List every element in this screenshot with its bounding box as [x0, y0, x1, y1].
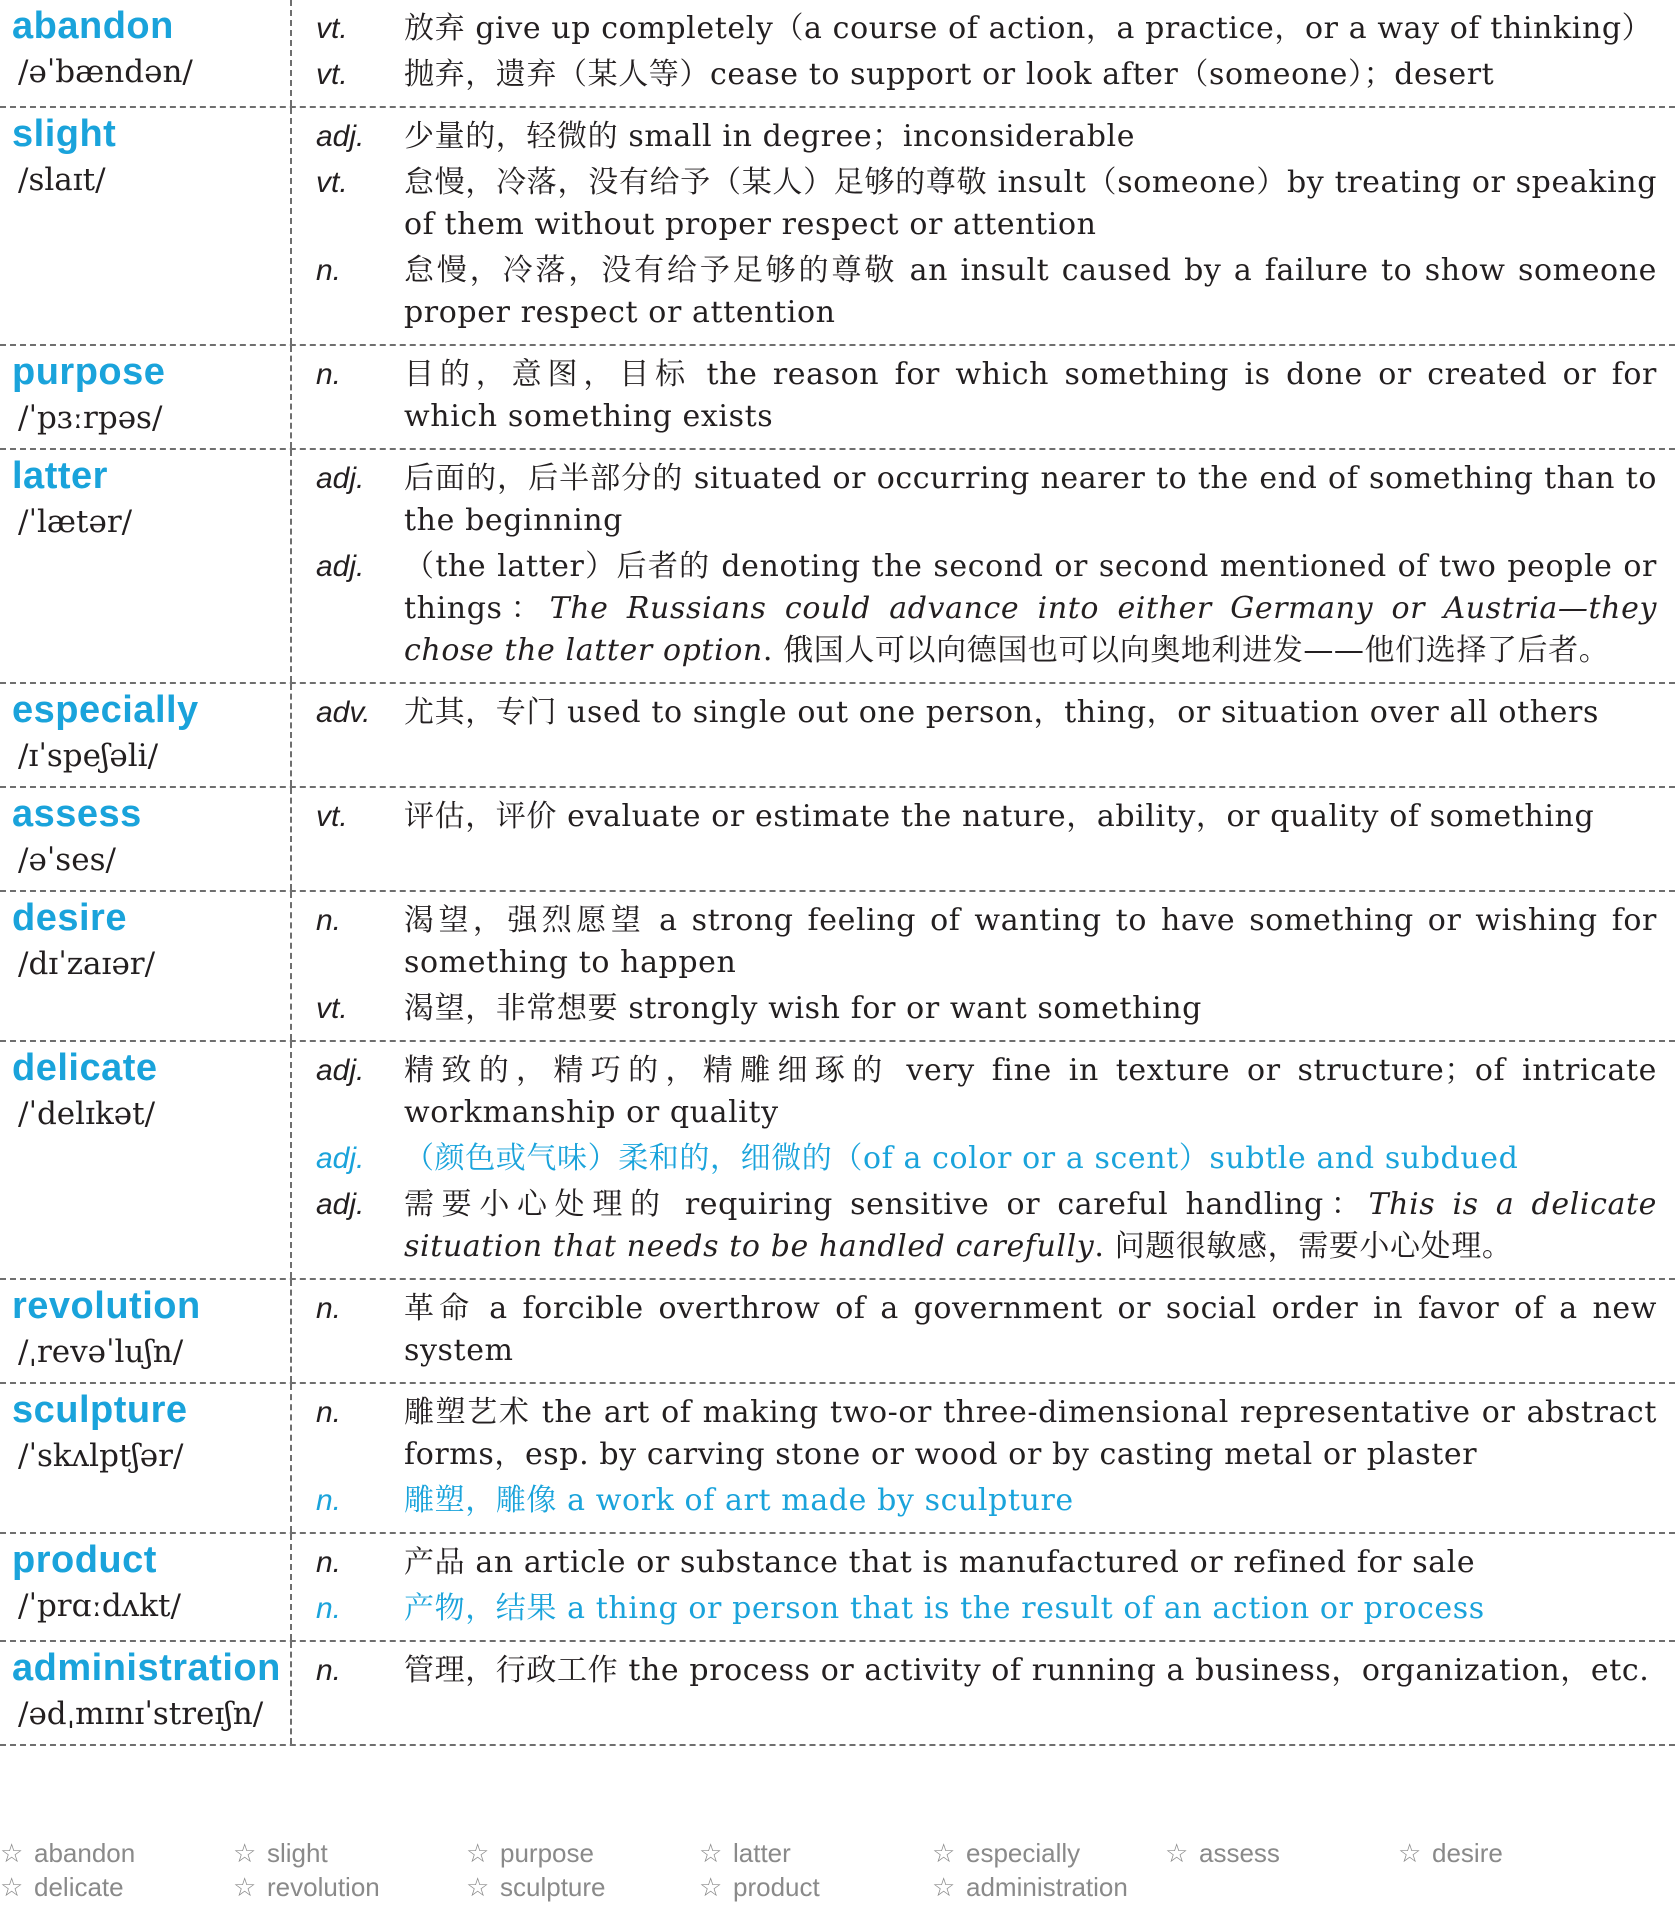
- review-word: product: [733, 1872, 820, 1902]
- sense: [310, 54, 1657, 96]
- headword: administration: [12, 1647, 281, 1689]
- definitions-cell: [292, 684, 1675, 786]
- part-of-speech: n.: [316, 1292, 342, 1325]
- headword: revolution: [12, 1285, 201, 1327]
- entry-delicate: [0, 1042, 1675, 1280]
- review-word: abandon: [34, 1838, 136, 1868]
- definition-text: 产物，结果 a thing or person that is the result of an action or process: [404, 1591, 1485, 1626]
- part-of-speech: vt.: [316, 992, 348, 1025]
- definition-text: 产品 an article or substance that is manufactured or refined for sale: [404, 1545, 1476, 1580]
- definition-text: （the latter）后者的 denoting the second or second mentioned of two people or things：: [404, 549, 1657, 626]
- definition: [404, 458, 1657, 542]
- sense: [310, 796, 1657, 838]
- definition-text: 革命 a forcible overthrow of a government or social order in favor of a new system: [404, 1291, 1657, 1368]
- review-word: revolution: [267, 1872, 380, 1902]
- definition-text: 渴望，非常想要 strongly wish for or want something: [404, 991, 1202, 1026]
- sense: [310, 1650, 1657, 1692]
- definition: [404, 8, 1657, 50]
- definition: [404, 796, 1657, 838]
- definition-text: 需要小心处理的 requiring sensitive or careful handling：: [404, 1187, 1369, 1222]
- definition: [404, 900, 1657, 984]
- pronunciation: /ˈpɜːrpəs/: [18, 400, 163, 436]
- sense: [310, 8, 1657, 50]
- entry-product: [0, 1534, 1675, 1642]
- sense: [310, 458, 1657, 542]
- headword: product: [12, 1539, 157, 1581]
- headword-cell: [0, 346, 292, 448]
- sense: [310, 354, 1657, 438]
- definition: [404, 1480, 1657, 1522]
- part-of-speech: n.: [316, 904, 342, 937]
- sense: [310, 1050, 1657, 1134]
- definitions-cell: [292, 450, 1675, 682]
- definition-text: 目的，意图，目标 the reason for which something is done or created or for which something exists: [404, 357, 1657, 434]
- definition-text: 怠慢，冷落，没有给予足够的尊敬 an insult caused by a failure to show someone proper respect or attention: [404, 253, 1657, 330]
- entry-desire: [0, 892, 1675, 1042]
- part-of-speech: adj.: [316, 550, 365, 583]
- definition-text: 怠慢，冷落，没有给予（某人）足够的尊敬 insult（someone）by treating or speaking of them without proper respect or attention: [404, 165, 1657, 242]
- star-icon: ☆: [0, 1872, 24, 1902]
- star-icon: ☆: [699, 1872, 723, 1902]
- headword-cell: [0, 108, 292, 344]
- review-word: assess: [1199, 1838, 1280, 1868]
- example-sentence: This is a delicate situation that needs to be handled carefully: [404, 1187, 1657, 1264]
- headword: slight: [12, 113, 117, 155]
- entry-purpose: [0, 346, 1675, 450]
- definitions-cell: [292, 346, 1675, 448]
- definitions-cell: [292, 108, 1675, 344]
- definitions-cell: [292, 1384, 1675, 1532]
- review-word: administration: [966, 1872, 1128, 1902]
- definitions-cell: [292, 892, 1675, 1040]
- definitions-cell: [292, 0, 1675, 106]
- sense: [310, 1588, 1657, 1630]
- part-of-speech: adj.: [316, 462, 365, 495]
- part-of-speech: n.: [316, 254, 342, 287]
- definition: [404, 1392, 1657, 1476]
- entry-abandon: [0, 0, 1675, 108]
- example-sentence: The Russians could advance into either Germany or Austria—they chose the latter option: [404, 591, 1658, 668]
- sense: [310, 116, 1657, 158]
- definition-text: （颜色或气味）柔和的，细微的（of a color or a scent）subtle and subdued: [404, 1141, 1519, 1176]
- review-word: sculpture: [500, 1872, 606, 1902]
- definition: [404, 250, 1657, 334]
- part-of-speech: vt.: [316, 166, 348, 199]
- definitions-cell: [292, 1042, 1675, 1278]
- star-icon: ☆: [932, 1838, 956, 1868]
- star-icon: ☆: [932, 1872, 956, 1902]
- star-icon: ☆: [1165, 1838, 1189, 1868]
- sense: [310, 988, 1657, 1030]
- example-translation: . 问题很敏感，需要小心处理。: [1094, 1229, 1513, 1264]
- review-row: [0, 1836, 1675, 1870]
- review-item-assess[interactable]: [1165, 1836, 1398, 1870]
- definition-text: 雕塑艺术 the art of making two-or three-dimensional representative or abstract forms，esp. by carving stone or wood or by casting metal or plaster: [404, 1395, 1657, 1472]
- definition-text: 后面的，后半部分的 situated or occurring nearer to the end of something than to the beginning: [404, 461, 1657, 538]
- review-item-delicate[interactable]: [0, 1870, 233, 1904]
- review-item-revolution[interactable]: [233, 1870, 466, 1904]
- definitions-cell: [292, 1280, 1675, 1382]
- pronunciation: /ˈskʌlptʃər/: [18, 1438, 184, 1474]
- entry-revolution: [0, 1280, 1675, 1384]
- definition: [404, 1184, 1657, 1268]
- pronunciation: /ˌrevəˈluʃn/: [18, 1334, 184, 1370]
- definition: [404, 1650, 1657, 1692]
- pronunciation: /ɪˈspeʃəli/: [18, 738, 159, 774]
- review-item-abandon[interactable]: [0, 1836, 233, 1870]
- definition: [404, 1050, 1657, 1134]
- sense: [310, 900, 1657, 984]
- entry-latter: [0, 450, 1675, 684]
- headword: especially: [12, 689, 199, 731]
- sense: [310, 1138, 1657, 1180]
- definition-text: 尤其，专门 used to single out one person，thing，or situation over all others: [404, 695, 1599, 730]
- review-word: latter: [733, 1838, 791, 1868]
- definitions-cell: [292, 1642, 1675, 1744]
- sense: [310, 1288, 1657, 1372]
- definition: [404, 1542, 1657, 1584]
- definition: [404, 692, 1657, 734]
- part-of-speech: n.: [316, 1484, 342, 1517]
- star-icon: ☆: [699, 1838, 723, 1868]
- pronunciation: /ˈlætər/: [18, 504, 133, 540]
- part-of-speech: vt.: [316, 58, 348, 91]
- definition-text: 评估，评价 evaluate or estimate the nature，ability，or quality of something: [404, 799, 1595, 834]
- review-row: [0, 1870, 1675, 1904]
- definitions-cell: [292, 788, 1675, 890]
- review-item-product[interactable]: [699, 1870, 932, 1904]
- headword: purpose: [12, 351, 166, 393]
- headword-cell: [0, 892, 292, 1040]
- review-word: purpose: [500, 1838, 594, 1868]
- entry-sculpture: [0, 1384, 1675, 1534]
- headword-cell: [0, 0, 292, 106]
- pronunciation: /ˈprɑːdʌkt/: [18, 1588, 181, 1624]
- star-icon: ☆: [233, 1838, 257, 1868]
- review-checklist: [0, 1836, 1675, 1904]
- headword-cell: [0, 1384, 292, 1532]
- definition: [404, 1138, 1657, 1180]
- sense: [310, 250, 1657, 334]
- review-word: slight: [267, 1838, 328, 1868]
- pronunciation: /əˈbændən/: [18, 54, 193, 90]
- review-item-desire[interactable]: [1398, 1836, 1631, 1870]
- part-of-speech: n.: [316, 1654, 342, 1687]
- review-item-latter[interactable]: [699, 1836, 932, 1870]
- headword-cell: [0, 1042, 292, 1278]
- entry-especially: [0, 684, 1675, 788]
- part-of-speech: n.: [316, 1396, 342, 1429]
- part-of-speech: adj.: [316, 120, 365, 153]
- star-icon: ☆: [466, 1872, 490, 1902]
- part-of-speech: n.: [316, 1546, 342, 1579]
- review-item-sculpture[interactable]: [466, 1870, 699, 1904]
- part-of-speech: n.: [316, 358, 342, 391]
- part-of-speech: vt.: [316, 800, 348, 833]
- headword-cell: [0, 450, 292, 682]
- definition: [404, 1288, 1657, 1372]
- review-word: especially: [966, 1838, 1081, 1868]
- headword-cell: [0, 1280, 292, 1382]
- headword: abandon: [12, 5, 174, 47]
- star-icon: ☆: [233, 1872, 257, 1902]
- definition: [404, 354, 1657, 438]
- definition: [404, 988, 1657, 1030]
- part-of-speech: n.: [316, 1592, 342, 1625]
- star-icon: ☆: [1398, 1838, 1422, 1868]
- headword: delicate: [12, 1047, 158, 1089]
- definition-text: 渴望，强烈愿望 a strong feeling of wanting to have something or wishing for something to happen: [404, 903, 1657, 980]
- pronunciation: /slaɪt/: [18, 162, 106, 198]
- sense: [310, 1480, 1657, 1522]
- headword-cell: [0, 684, 292, 786]
- star-icon: ☆: [0, 1838, 24, 1868]
- headword-cell: [0, 788, 292, 890]
- definition-text: 雕塑，雕像 a work of art made by sculpture: [404, 1483, 1074, 1518]
- definitions-cell: [292, 1534, 1675, 1640]
- review-word: delicate: [34, 1872, 124, 1902]
- review-item-especially[interactable]: [932, 1836, 1165, 1870]
- part-of-speech: adj.: [316, 1054, 365, 1087]
- definition: [404, 546, 1657, 672]
- pronunciation: /əˈses/: [18, 842, 116, 878]
- headword: desire: [12, 897, 127, 939]
- review-item-slight[interactable]: [233, 1836, 466, 1870]
- pronunciation: /ədˌmɪnɪˈstreɪʃn/: [18, 1696, 264, 1732]
- definition: [404, 162, 1657, 246]
- part-of-speech: adj.: [316, 1142, 365, 1175]
- entry-assess: [0, 788, 1675, 892]
- pronunciation: /ˈdelɪkət/: [18, 1096, 156, 1132]
- review-item-administration[interactable]: [932, 1870, 1165, 1904]
- definition-text: 精致的，精巧的，精雕细琢的 very fine in texture or structure；of intricate workmanship or quality: [404, 1053, 1657, 1130]
- part-of-speech: adv.: [316, 696, 371, 729]
- headword: sculpture: [12, 1389, 188, 1431]
- review-word: desire: [1432, 1838, 1503, 1868]
- definition: [404, 116, 1657, 158]
- sense: [310, 1392, 1657, 1476]
- definition-text: 抛弃，遗弃（某人等）cease to support or look after（someone）；desert: [404, 57, 1495, 92]
- part-of-speech: adj.: [316, 1188, 365, 1221]
- review-item-purpose[interactable]: [466, 1836, 699, 1870]
- entry-administration: [0, 1642, 1675, 1746]
- sense: [310, 546, 1657, 672]
- definition-text: 管理，行政工作 the process or activity of running a business，organization，etc.: [404, 1653, 1650, 1688]
- sense: [310, 162, 1657, 246]
- entry-slight: [0, 108, 1675, 346]
- headword: assess: [12, 793, 142, 835]
- headword-cell: [0, 1642, 292, 1744]
- example-translation: . 俄国人可以向德国也可以向奥地利进发——他们选择了后者。: [762, 633, 1610, 668]
- definition: [404, 1588, 1657, 1630]
- sense: [310, 1542, 1657, 1584]
- headword-cell: [0, 1534, 292, 1640]
- definition-text: 放弃 give up completely（a course of action，a practice，or a way of thinking）: [404, 11, 1653, 46]
- definition-text: 少量的，轻微的 small in degree；inconsiderable: [404, 119, 1136, 154]
- part-of-speech: vt.: [316, 12, 348, 45]
- sense: [310, 1184, 1657, 1268]
- sense: [310, 692, 1657, 734]
- star-icon: ☆: [466, 1838, 490, 1868]
- headword: latter: [12, 455, 108, 497]
- definition: [404, 54, 1657, 96]
- pronunciation: /dɪˈzaɪər/: [18, 946, 156, 982]
